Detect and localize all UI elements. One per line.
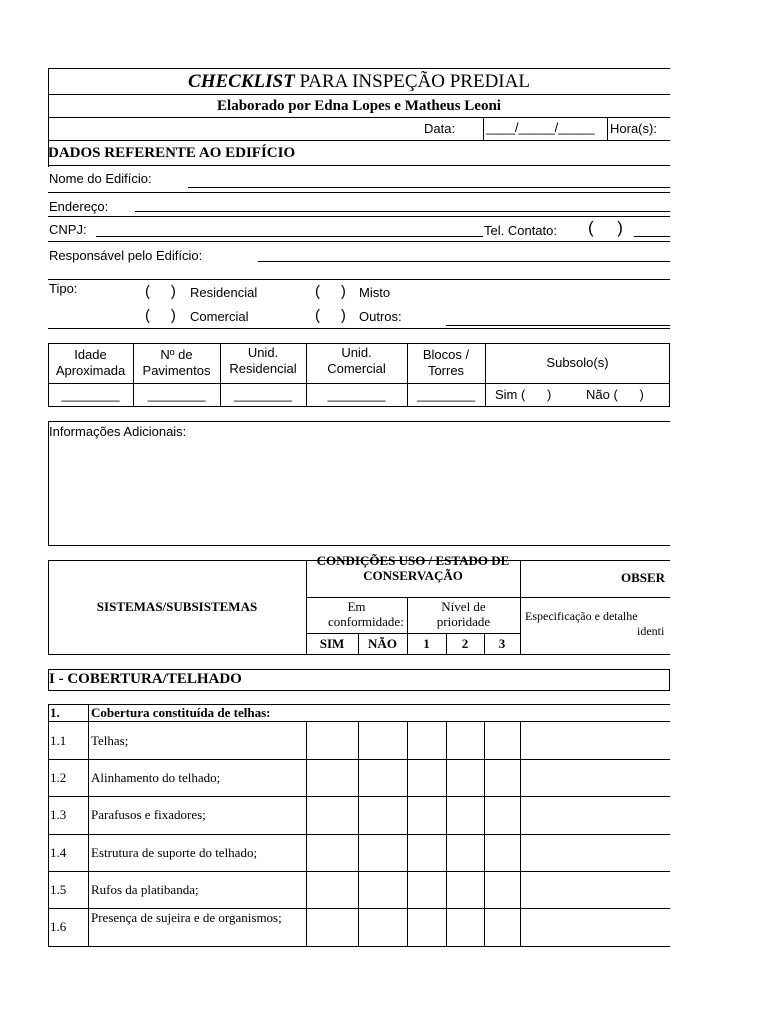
header-unid-comercial: Unid. Comercial	[327, 345, 386, 376]
responsible-label: Responsável pelo Edifício:	[49, 248, 203, 263]
col-systems: SISTEMAS/SUBSISTEMAS	[96, 599, 258, 614]
col-priority-3: 3	[498, 636, 506, 651]
group-number: 1.	[50, 705, 60, 720]
date-field[interactable]: ____/_____/_____	[486, 120, 595, 135]
col-observations: OBSER	[621, 570, 666, 585]
row-number: 1.5	[50, 882, 67, 897]
header-idade: Idade Aproximada	[55, 347, 126, 378]
building-name-label: Nome do Edifício:	[49, 171, 152, 186]
building-name-field[interactable]	[188, 187, 670, 188]
type-comercial-checkbox[interactable]: ( )	[145, 307, 176, 324]
header-subsolo: Subsolo(s)	[546, 355, 609, 370]
page-title: CHECKLIST PARA INSPEÇÃO PREDIAL	[188, 71, 530, 92]
type-comercial-label: Comercial	[190, 309, 249, 324]
building-section-title: DADOS REFERENTE AO EDIFÍCIO	[48, 145, 296, 161]
row-label: Alinhamento do telhado;	[91, 770, 221, 785]
header-pavimentos: Nº de Pavimentos	[142, 347, 211, 378]
idade-field[interactable]: ________	[61, 387, 120, 402]
blocos-field[interactable]: ________	[417, 387, 475, 402]
unid-residencial-field[interactable]: ________	[234, 387, 292, 402]
subsolo-nao-checkbox[interactable]: Não ( )	[586, 387, 644, 402]
type-outros-field[interactable]	[446, 325, 670, 326]
col-sim: SIM	[319, 636, 345, 651]
row-label: Parafusos e fixadores;	[91, 807, 206, 822]
type-misto-checkbox[interactable]: ( )	[315, 283, 346, 300]
row-number: 1.1	[50, 733, 67, 748]
col-priority-2: 2	[461, 636, 469, 651]
section-title: I - COBERTURA/TELHADO	[49, 671, 242, 687]
row-label: Presença de sujeira e de organismos;	[91, 910, 282, 925]
address-label: Endereço:	[49, 199, 109, 214]
obs-detail-label-2: identi	[637, 624, 665, 638]
cnpj-label: CNPJ:	[49, 222, 87, 237]
header-blocos: Blocos / Torres	[422, 347, 470, 378]
header-unid-residencial: Unid. Residencial	[229, 345, 297, 376]
row-number: 1.6	[50, 919, 67, 934]
type-misto-label: Misto	[359, 285, 391, 300]
col-priority-1: 1	[423, 636, 430, 651]
date-label: Data:	[424, 121, 456, 136]
responsible-field[interactable]	[258, 261, 670, 262]
hour-label: Hora(s):	[610, 121, 657, 136]
additional-info-label: Informações Adicionais:	[49, 424, 187, 439]
group-title: Cobertura constituída de telhas:	[91, 705, 271, 720]
obs-detail-label: Especificação e detalhe	[525, 609, 638, 623]
type-outros-checkbox[interactable]: ( )	[315, 307, 346, 324]
col-conditions: CONDIÇÕES USO / ESTADO DE CONSERVAÇÃO	[316, 553, 510, 583]
page-subtitle: Elaborado por Edna Lopes e Matheus Leoni	[217, 98, 501, 114]
row-label: Rufos da platibanda;	[91, 882, 199, 897]
priority-label: Nível de prioridade	[436, 599, 491, 629]
address-field[interactable]	[135, 211, 670, 212]
phone-paren[interactable]: ( )	[588, 218, 623, 237]
pavimentos-field[interactable]: ________	[147, 387, 206, 402]
row-label: Estrutura de suporte do telhado;	[91, 845, 258, 860]
row-number: 1.2	[50, 770, 67, 785]
col-nao: NÃO	[368, 636, 397, 651]
type-residencial-checkbox[interactable]: ( )	[145, 283, 176, 300]
subsolo-sim-checkbox[interactable]: Sim ( )	[495, 387, 552, 402]
cnpj-field[interactable]	[96, 236, 483, 237]
row-number: 1.4	[50, 845, 67, 860]
type-label: Tipo:	[49, 281, 78, 296]
unid-comercial-field[interactable]: ________	[327, 387, 386, 402]
type-outros-label: Outros:	[359, 309, 402, 324]
conformity-label: Em conformidade:	[328, 599, 404, 629]
type-residencial-label: Residencial	[190, 285, 258, 300]
phone-label: Tel. Contato:	[484, 223, 557, 238]
row-number: 1.3	[50, 807, 67, 822]
row-label: Telhas;	[91, 733, 129, 748]
phone-field[interactable]	[634, 236, 670, 237]
